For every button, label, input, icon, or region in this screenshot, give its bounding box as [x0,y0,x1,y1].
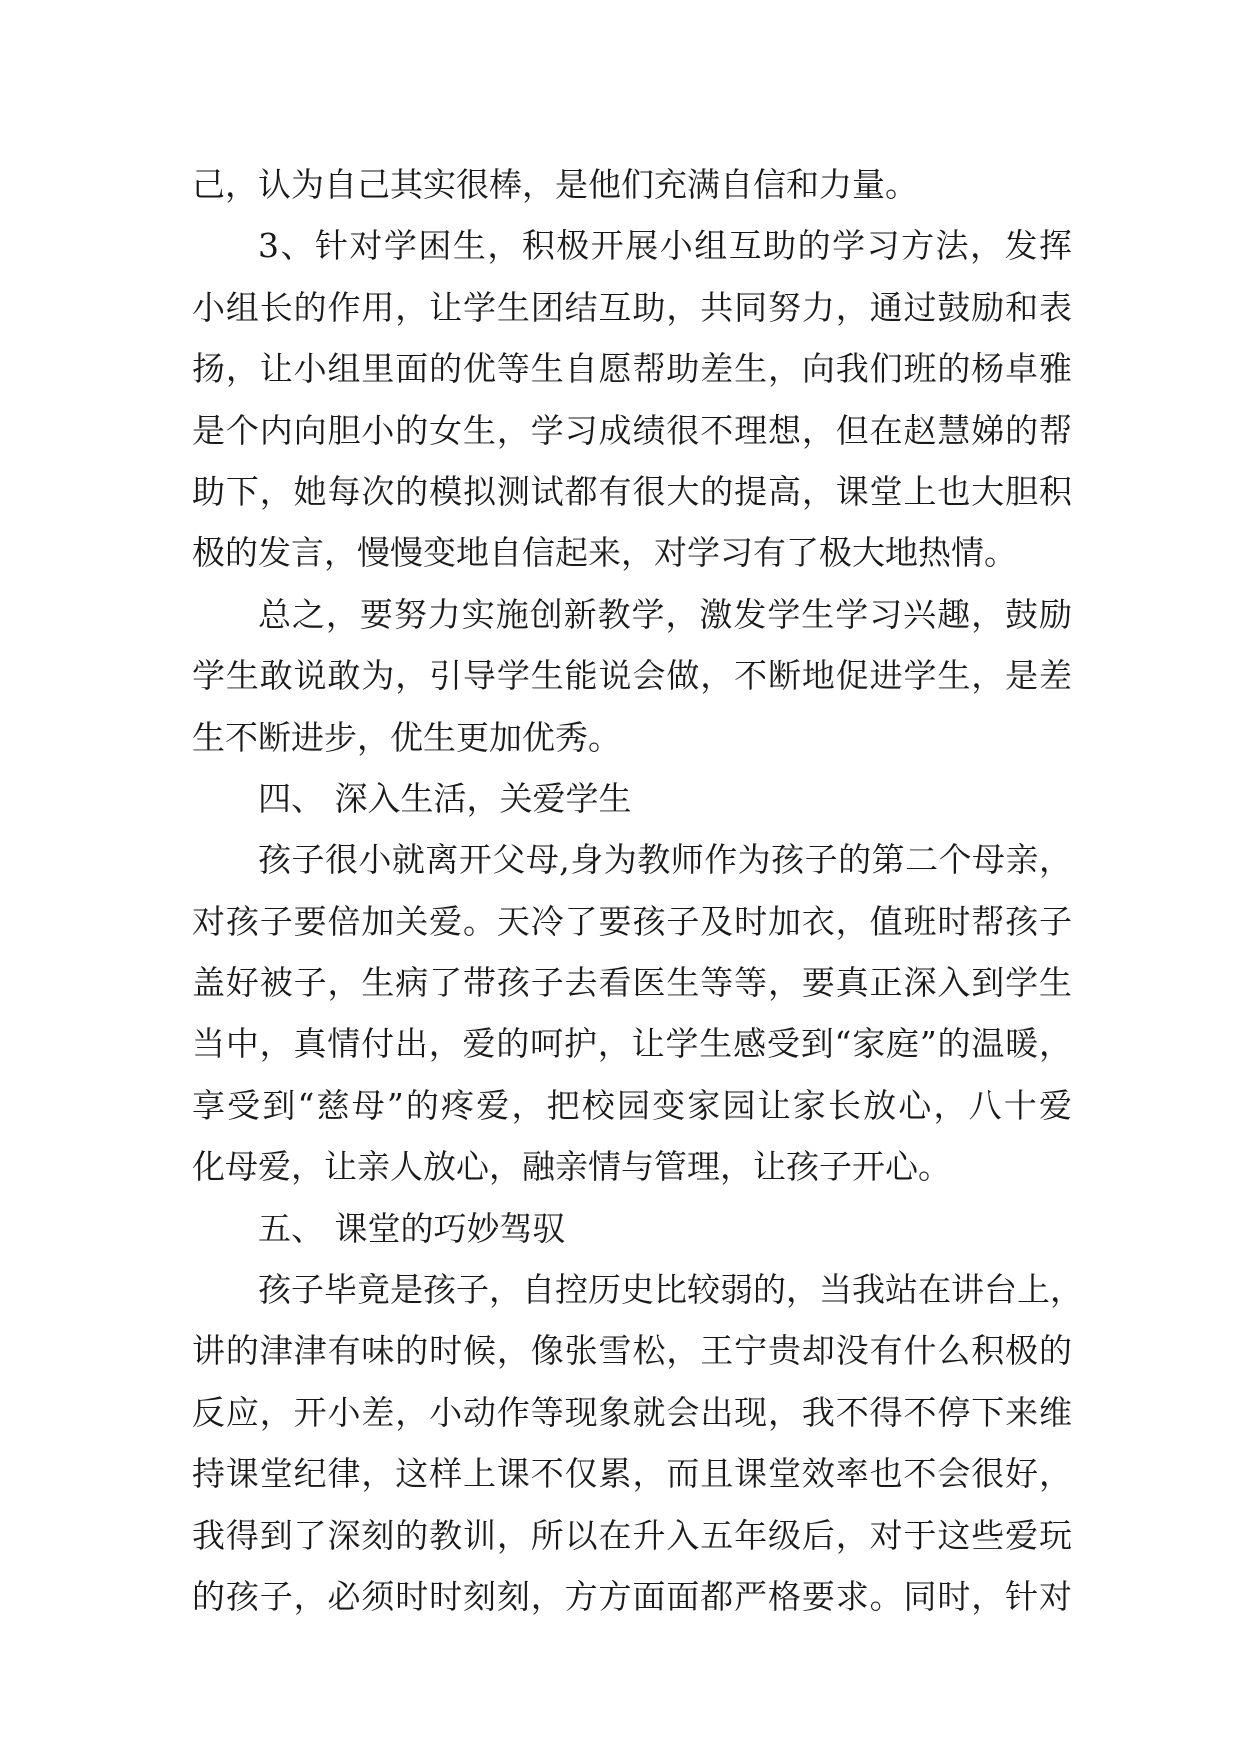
text-line: 的孩子，必须时时刻刻，方方面面都严格要求。同时，针对 [192,1576,1072,1616]
text-line: 我得到了深刻的教训，所以在升入五年级后，对于这些爱玩 [192,1515,1072,1555]
text-line: 生不断进步，优生更加优秀。 [192,717,621,757]
text-line: 3、针对学困生，积极开展小组互助的学习方法，发挥 [258,226,1072,266]
text-line: 孩子毕竟是孩子，自控历史比较弱的，当我站在讲台上， [258,1270,1083,1310]
text-line: 孩子很小就离开父母,身为教师作为孩子的第二个母亲， [258,840,1072,880]
text-line: 是个内向胆小的女生，学习成绩很不理想，但在赵慧娣的帮 [192,410,1072,450]
text-line: 化母爱，让亲人放心，融亲情与管理，让孩子开心。 [192,1147,951,1187]
text-line: 五、 课堂的巧妙驾驭 [258,1208,566,1248]
text-line: 极的发言，慢慢变地自信起来，对学习有了极大地热情。 [192,533,1017,573]
text-line: 反应，开小差，小动作等现象就会出现，我不得不停下来维 [192,1392,1072,1432]
body-text [192,154,1083,1627]
text-line: 助下，她每次的模拟测试都有很大的提高，课堂上也大胆积 [192,471,1072,511]
text-line: 总之，要努力实施创新教学，激发学生学习兴趣，鼓励 [258,594,1072,634]
text-line: 享受到“慈母”的疼爱，把校园变家园让家长放心，八十爱 [192,1085,1072,1125]
text-line: 四、 深入生活，关爱学生 [258,778,632,818]
text-line: 当中，真情付出，爱的呵护，让学生感受到“家庭”的温暖， [192,1024,1072,1064]
text-line: 己，认为自己其实很棒，是他们充满自信和力量。 [192,165,918,204]
text-line: 学生敢说敢为，引导学生能说会做，不断地促进学生，是差 [192,656,1072,696]
text-line: 对孩子要倍加关爱。天冷了要孩子及时加衣，值班时帮孩子 [192,901,1072,941]
text-line: 小组长的作用，让学生团结互助，共同努力，通过鼓励和表 [192,287,1072,327]
text-line: 持课堂纪律，这样上课不仅累，而且课堂效率也不会很好， [192,1454,1072,1494]
text-line: 盖好被子，生病了带孩子去看医生等等，要真正深入到学生 [192,963,1072,1003]
text-line: 讲的津津有味的时候，像张雪松，王宁贵却没有什么积极的 [192,1331,1072,1371]
text-line: 扬，让小组里面的优等生自愿帮助差生，向我们班的杨卓雅 [192,349,1072,389]
